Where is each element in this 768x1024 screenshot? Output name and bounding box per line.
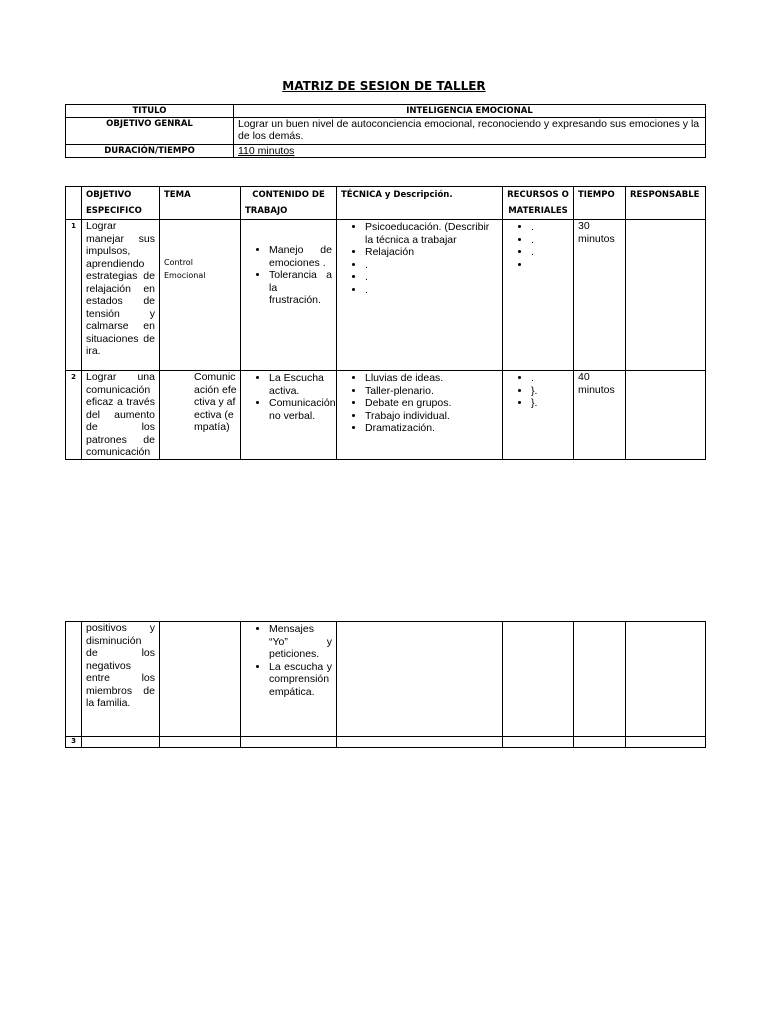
responsable-cell [626,737,706,748]
tema-header: TEMA [160,187,241,220]
list-item: • }. [531,385,569,398]
tiempo-cell: 30 minutos [574,220,626,371]
recursos-cell [503,220,574,371]
session-table-continued [65,621,706,748]
tecnica-header: TÉCNICA y Descripción. [337,187,503,220]
list-item: • Comunicación no verbal. [269,397,332,422]
column-header-row [66,187,706,220]
objetivo-general-label: OBJETIVO GENRAL [66,118,234,145]
objetivo-especifico: Lograr manejar sus impulsos, aprendiendo estrategias de relajación en estados de tensión y calmarse en situaciones de ira. [82,220,160,371]
tema-cell [160,622,241,737]
objetivo-header: OBJETIVO ESPECIFICO [82,187,160,220]
session-table [65,186,706,460]
list-item: • }. [531,397,569,410]
list-item: • Lluvias de ideas. [365,372,498,385]
recursos-cell [503,737,574,748]
contenido-header: CONTENIDO DE TRABAJO [241,187,337,220]
list-item: • Relajación [365,246,498,259]
responsable-header: RESPONSABLE [626,187,706,220]
tema-cell: Comunicación efectiva y afectiva (empatía) [160,371,241,460]
objetivo-especifico [82,737,160,748]
recursos-cell [503,622,574,737]
list-item: • Tolerancia a la frustración. [269,269,332,307]
tema-cell [160,737,241,748]
contenido-cell [241,220,337,371]
titulo-label: TITULO [66,105,234,118]
tiempo-cell: 40 minutos [574,371,626,460]
contenido-cell [241,371,337,460]
list-item: • Taller-plenario. [365,385,498,398]
table-row [66,371,706,460]
tema-cell: Control Emocional [160,220,241,371]
tecnica-cell [337,737,503,748]
list-item: • Trabajo individual. [365,410,498,423]
list-item: • Manejo de emociones . [269,244,332,269]
list-item: • . [365,284,498,297]
list-item: • Psicoeducación. (Describir la técnica a trabajar [365,221,498,246]
list-item: • La Escucha activa. [269,372,332,397]
responsable-cell [626,622,706,737]
duracion-label: DURACIÓN/TIEMPO [66,145,234,158]
titulo-value: INTELIGENCIA EMOCIONAL [234,105,706,118]
contenido-cell [241,622,337,737]
row-number [66,622,82,737]
list-item: • Debate en grupos. [365,397,498,410]
row-number: 3 [66,737,82,748]
responsable-cell [626,371,706,460]
tiempo-header: TIEMPO [574,187,626,220]
row-number: 1 [66,220,82,371]
tecnica-cell [337,371,503,460]
list-item: • . [531,221,569,234]
recursos-cell [503,371,574,460]
list-item: • . [531,234,569,247]
list-item: • . [531,372,569,385]
list-item [531,259,569,272]
recursos-header: RECURSOS O MATERIALES [503,187,574,220]
row-number: 2 [66,371,82,460]
tiempo-cell [574,737,626,748]
tecnica-cell [337,220,503,371]
duracion-value: 110 minutos [234,145,706,158]
table-row [66,622,706,737]
tiempo-cell [574,622,626,737]
list-item: • . [531,246,569,259]
list-item: • Mensajes “Yo” y peticiones. [269,623,332,661]
list-item: • Dramatización. [365,422,498,435]
contenido-cell [241,737,337,748]
list-item: • . [365,259,498,272]
list-item: • La escucha y comprensión empática. [269,661,332,699]
num-header [66,187,82,220]
objetivo-especifico: positivos y disminución de los negativos entre los miembros de la familia. [82,622,160,737]
header-table [65,104,706,158]
objetivo-general-value: Lograr un buen nivel de autoconciencia emocional, reconociendo y expresando sus emociones y la de los demás. [234,118,706,145]
responsable-cell [626,220,706,371]
objetivo-especifico: Lograr una comunicación eficaz a través del aumento de los patrones de comunicación [82,371,160,460]
tecnica-cell [337,622,503,737]
list-item: • . [365,271,498,284]
document-title: MATRIZ DE SESION DE TALLER [282,79,486,93]
table-row [66,737,706,748]
table-row [66,220,706,371]
